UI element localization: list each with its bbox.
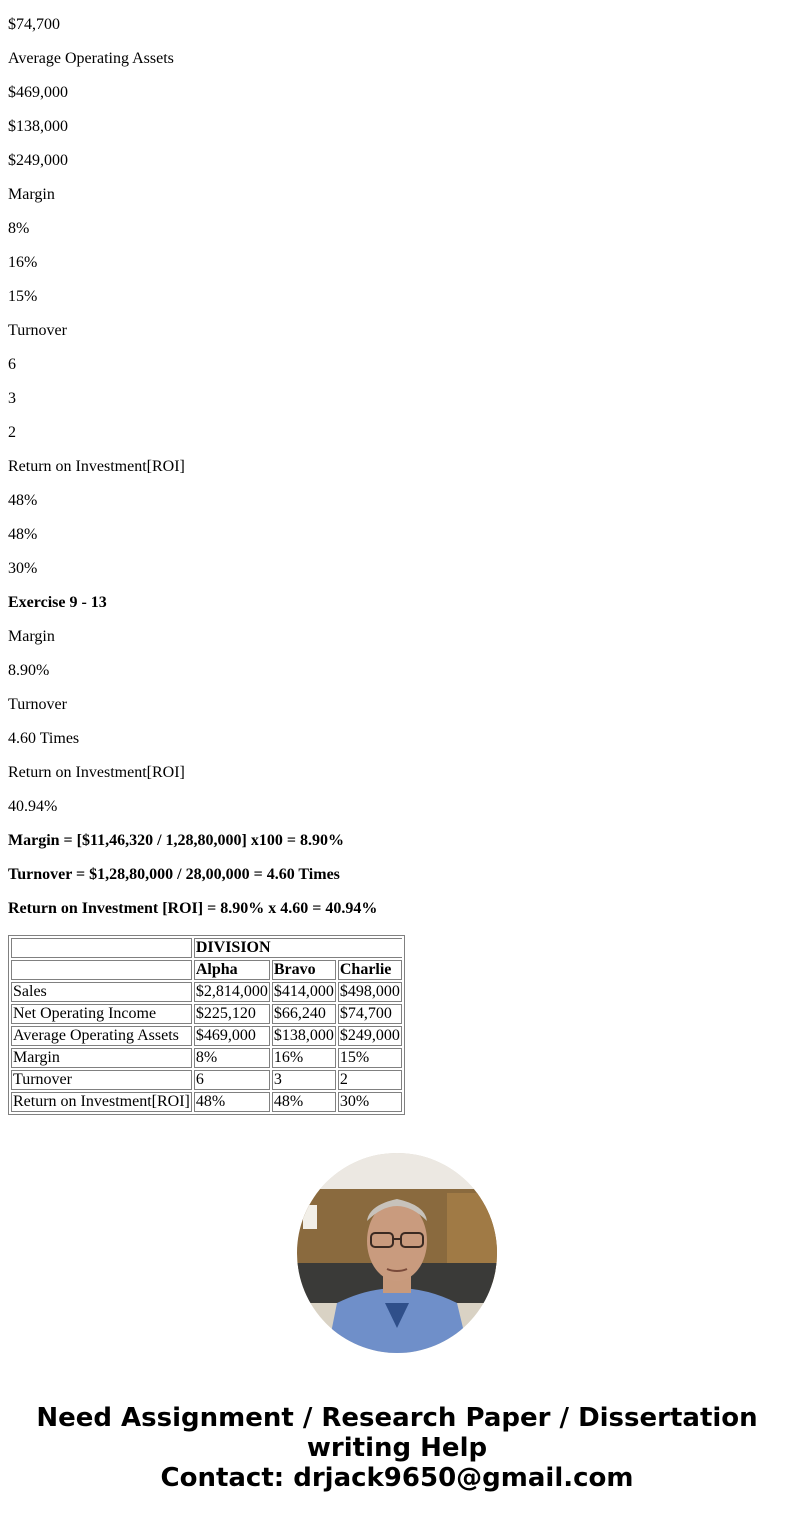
table-corner-cell [11, 960, 192, 980]
text-line: 4.60 Times [8, 730, 80, 747]
column-header-alpha: Alpha [194, 960, 270, 980]
text-line: $74,700 [8, 16, 60, 33]
text-line: Margin [8, 186, 55, 203]
text-line: 48% [8, 526, 38, 543]
row-label: Average Operating Assets [11, 1026, 192, 1046]
table-cell: $249,000 [339, 1027, 400, 1044]
text-line: $138,000 [8, 118, 68, 135]
table-row [11, 1026, 402, 1046]
contact-banner [0, 1403, 794, 1493]
row-label: Net Operating Income [11, 1004, 192, 1024]
row-label: Return on Investment[ROI] [13, 1093, 190, 1110]
text-line: Turnover [8, 696, 67, 713]
text-line: $249,000 [8, 152, 68, 169]
bold-text-line: Margin = [$11,46,320 / 1,28,80,000] x100 = 8.90% [8, 832, 344, 849]
table-row [11, 982, 402, 1002]
table-row [11, 1070, 402, 1090]
table-cell: 30% [338, 1092, 402, 1112]
author-portrait-image [297, 1153, 497, 1353]
table-cell: $498,000 [339, 983, 400, 1000]
table-cell: 3 [272, 1070, 336, 1090]
table-cell: 48% [194, 1092, 270, 1112]
table-cell: $2,814,000 [195, 983, 268, 1000]
banner-line-3: Contact: drjack9650@gmail.com [160, 1463, 634, 1493]
text-line: 16% [8, 254, 38, 271]
table-cell: $414,000 [273, 983, 334, 1000]
text-line: Margin [8, 628, 55, 645]
table-cell: 2 [338, 1070, 402, 1090]
table-cell: $225,120 [194, 1004, 270, 1024]
table-cell: $469,000 [194, 1026, 270, 1046]
table-cell: $74,700 [338, 1004, 402, 1024]
table-corner-cell [11, 938, 192, 958]
row-label: Sales [11, 982, 192, 1002]
bold-text-line: Turnover = $1,28,80,000 / 28,00,000 = 4.60 Times [8, 866, 340, 883]
document-body [8, 8, 786, 926]
author-avatar [297, 1153, 497, 1353]
division-header: DIVISION [194, 938, 402, 958]
table-cell: 8% [194, 1048, 270, 1068]
text-line: 48% [8, 492, 38, 509]
text-line: 40.94% [8, 798, 58, 815]
column-header-bravo: Bravo [272, 960, 336, 980]
bold-text-line: Exercise 9 - 13 [8, 594, 107, 611]
banner-line-2: writing Help [306, 1433, 488, 1463]
text-line: 2 [8, 424, 16, 441]
text-line: Turnover [8, 322, 67, 339]
table-cell: 16% [272, 1048, 336, 1068]
division-table [8, 935, 405, 1115]
text-line: 8.90% [8, 662, 50, 679]
table-group-header-row [11, 938, 402, 958]
text-line: 8% [8, 220, 30, 237]
table-cell: 6 [194, 1070, 270, 1090]
row-label: Turnover [11, 1070, 192, 1090]
table-cell: 48% [272, 1092, 336, 1112]
text-line: Average Operating Assets [8, 50, 174, 67]
table-cell: $66,240 [272, 1004, 336, 1024]
column-header-charlie: Charlie [338, 960, 402, 980]
text-line: 30% [8, 560, 38, 577]
text-line: 15% [8, 288, 38, 305]
text-line: Return on Investment[ROI] [8, 764, 185, 781]
table-cell: 15% [338, 1048, 402, 1068]
table-row [11, 1092, 402, 1112]
banner-line-1: Need Assignment / Research Paper / Dissertation [36, 1403, 758, 1433]
bold-text-line: Return on Investment [ROI] = 8.90% x 4.60 = 40.94% [8, 900, 378, 917]
table-row [11, 1004, 402, 1024]
text-line: 3 [8, 390, 16, 407]
text-line: Return on Investment[ROI] [8, 458, 185, 475]
text-line: $469,000 [8, 84, 68, 101]
row-label: Margin [11, 1048, 192, 1068]
table-column-header-row [11, 960, 402, 980]
table-row [11, 1048, 402, 1068]
table-cell: $138,000 [273, 1027, 334, 1044]
text-line: 6 [8, 356, 16, 373]
